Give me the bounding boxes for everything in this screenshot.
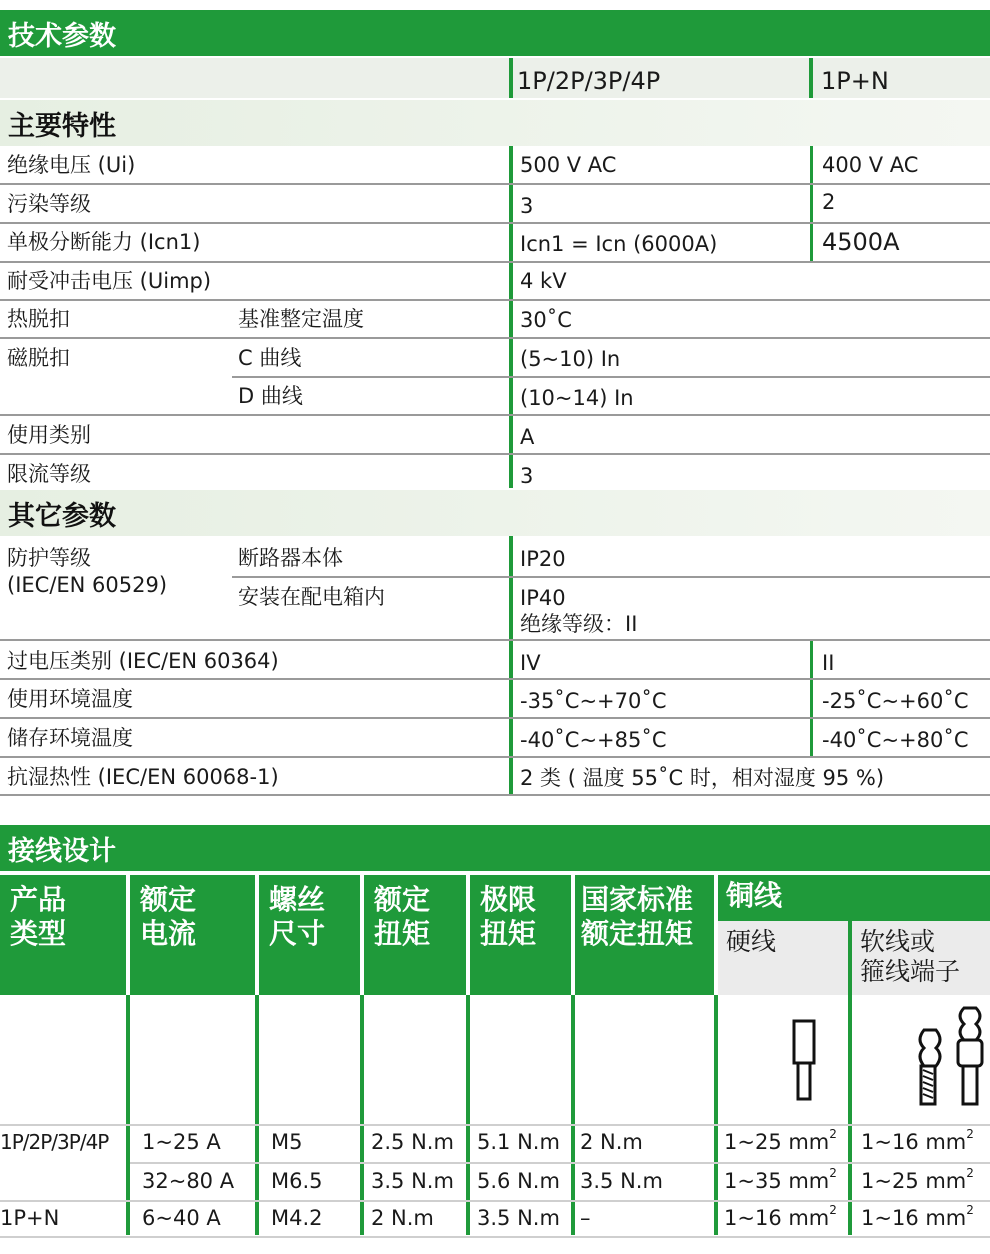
header-product-type: [0, 875, 126, 995]
wiring-col-divider: [360, 995, 364, 1235]
header-rated-current-line1: 额定: [140, 883, 197, 916]
row-value-ui-1: 500 V AC: [520, 153, 617, 177]
header-copper-wire-label: 铜线: [726, 879, 783, 912]
solid-wire-icon: [785, 1018, 825, 1104]
wiring-row2-national: 3.5 N.m: [580, 1169, 663, 1193]
row-label-env-temp: 使用环境温度: [7, 687, 133, 711]
wiring-row-divider: [0, 1124, 990, 1126]
row-label-usage: 使用类别: [7, 423, 91, 447]
row-value-in-box: IP40: [520, 586, 566, 610]
wiring-row3-screw: M4.2: [271, 1206, 323, 1230]
row-value-env-temp-1: -35˚C~+70˚C: [520, 689, 667, 713]
wiring-row-divider: [0, 1236, 990, 1238]
row-sublabel-d-curve: D 曲线: [238, 384, 303, 408]
row-value-limit: 3: [520, 464, 534, 488]
wiring-row1-type: 1P/2P/3P/4P: [0, 1130, 109, 1154]
row-divider: [0, 261, 990, 263]
row-label-overvoltage: 过电压类别 (IEC/EN 60364): [7, 649, 279, 673]
row-sublabel-thermal: 基准整定温度: [238, 307, 364, 331]
wiring-row2-solid: 1~35 $mm^2$: [724, 1166, 837, 1193]
row-value-thermal: 30˚C: [520, 308, 572, 332]
row-value-insulation-class: 绝缘等级：II: [520, 612, 638, 636]
header-national-torque-line2: 额定扭矩: [581, 917, 694, 950]
header-solid-wire: [718, 921, 848, 995]
row-divider: [0, 299, 990, 301]
row-sublabel-c-curve: C 曲线: [238, 346, 302, 370]
header-national-torque: [575, 875, 714, 995]
col-header-multi-pole: 1P/2P/3P/4P: [517, 67, 661, 95]
header-solid-wire-label: 硬线: [726, 927, 777, 956]
header-flexible-wire-line1: 软线或: [860, 927, 936, 956]
row-value-uimp: 4 kV: [520, 269, 567, 293]
header-screw-size: [259, 875, 360, 995]
wiring-row1-screw: M5: [271, 1130, 303, 1154]
row-label-limit: 限流等级: [7, 462, 91, 486]
row-divider: [0, 717, 990, 719]
header-rated-torque-line2: 扭矩: [374, 917, 431, 950]
row-label-pollution: 污染等级: [7, 192, 91, 216]
row-value-usage: A: [520, 425, 535, 449]
header-national-torque-line1: 国家标准: [581, 883, 694, 916]
row-label-humidity: 抗湿热性 (IEC/EN 60068-1): [7, 765, 279, 789]
header-copper-wire: [718, 875, 990, 921]
row-divider: [0, 678, 990, 680]
row-sublabel-breaker-body: 断路器本体: [238, 546, 343, 570]
row-value-c-curve: (5~10) In: [520, 347, 621, 371]
row-divider: [232, 376, 990, 378]
row-divider: [0, 414, 990, 416]
header-flexible-wire: [852, 921, 990, 995]
header-rated-torque: [364, 875, 466, 995]
wiring-row3-torque: 2 N.m: [371, 1206, 434, 1230]
tech-params-title: 技术参数: [0, 10, 990, 56]
row-value-ui-2: 400 V AC: [822, 153, 919, 177]
header-rated-torque-line1: 额定: [374, 883, 431, 916]
row-value-humidity: 2 类 ( 温度 55˚C 时，相对湿度 95 %): [520, 766, 885, 790]
wiring-row1-solid: 1~25 $mm^2$: [724, 1127, 837, 1154]
wiring-row2-screw: M6.5: [271, 1169, 323, 1193]
row-label-storage-temp: 储存环境温度: [7, 726, 133, 750]
row-divider: [0, 222, 990, 224]
wiring-title: 接线设计: [0, 825, 990, 871]
row-label-ui: 绝缘电压 (Ui): [7, 153, 136, 177]
row-divider: [0, 794, 990, 796]
wiring-row3-national: –: [580, 1206, 591, 1230]
row-value-breaker-body: IP20: [520, 547, 566, 571]
main-col-divider: [509, 146, 513, 488]
header-screw-size-line1: 螺丝: [269, 883, 326, 916]
wiring-row2-current: 32~80 A: [142, 1169, 235, 1193]
header-flexible-wire-line2: 箍线端子: [860, 957, 961, 986]
flexible-wire-ferrule-icon: [908, 1004, 990, 1108]
row-value-env-temp-2: -25˚C~+60˚C: [822, 689, 969, 713]
wiring-row3-type: 1P+N: [0, 1206, 60, 1230]
wiring-row2-flex: 1~25 $mm^2$: [861, 1166, 974, 1193]
row-label-protection-std: (IEC/EN 60529): [7, 573, 168, 597]
row-divider: [0, 756, 990, 758]
row-value-pollution-1: 3: [520, 194, 534, 218]
row-value-overvoltage-2: II: [822, 651, 835, 675]
col-header-1pn: 1P+N: [821, 67, 889, 95]
row-value-d-curve: (10~14) In: [520, 386, 634, 410]
wiring-row-divider: [0, 1200, 990, 1202]
header-product-type-line2: 类型: [10, 917, 67, 950]
wiring-row1-flex: 1~16 $mm^2$: [861, 1127, 974, 1154]
wiring-col-divider: [466, 995, 470, 1235]
wiring-row1-torque: 2.5 N.m: [371, 1130, 454, 1154]
wiring-row2-limit: 5.6 N.m: [477, 1169, 560, 1193]
wiring-col-divider: [571, 995, 575, 1235]
row-label-magnetic: 磁脱扣: [7, 346, 70, 370]
row-value-pollution-2: 2: [822, 190, 836, 214]
row-label-protection: 防护等级: [7, 546, 91, 570]
wiring-col-divider: [126, 995, 130, 1235]
header-limit-torque: [470, 875, 571, 995]
wiring-row2-torque: 3.5 N.m: [371, 1169, 454, 1193]
row-value-icn1-2: 4500A: [822, 228, 900, 256]
row-value-storage-temp-1: -40˚C~+85˚C: [520, 728, 667, 752]
row-label-thermal: 热脱扣: [7, 307, 70, 331]
row-divider: [0, 337, 990, 339]
wiring-row3-limit: 3.5 N.m: [477, 1206, 560, 1230]
wiring-col-divider: [848, 995, 852, 1235]
header-rated-current-line2: 电流: [140, 917, 197, 950]
main-col-divider-2: [810, 146, 813, 262]
col-divider-1: [509, 58, 513, 98]
header-limit-torque-line1: 极限: [480, 883, 537, 916]
wiring-row3-solid: 1~16 $mm^2$: [724, 1203, 837, 1230]
wiring-col-divider: [714, 995, 718, 1235]
header-product-type-line1: 产品: [10, 883, 67, 916]
row-divider: [0, 183, 990, 185]
row-divider: [0, 453, 990, 455]
row-label-icn1: 单极分断能力 (Icn1): [7, 230, 201, 254]
row-divider: [232, 576, 990, 578]
wiring-row1-national: 2 N.m: [580, 1130, 643, 1154]
header-rated-current: [130, 875, 255, 995]
wiring-row1-limit: 5.1 N.m: [477, 1130, 560, 1154]
row-divider: [0, 639, 990, 641]
other-col-divider-2: [810, 640, 813, 756]
section-main-characteristics: 主要特性: [0, 100, 990, 146]
col-divider-2: [809, 58, 813, 98]
wiring-row1-current: 1~25 A: [142, 1130, 221, 1154]
wiring-row3-flex: 1~16 $mm^2$: [861, 1203, 974, 1230]
header-screw-size-line2: 尺寸: [269, 917, 326, 950]
header-limit-torque-line2: 扭矩: [480, 917, 537, 950]
row-value-storage-temp-2: -40˚C~+80˚C: [822, 728, 969, 752]
row-value-overvoltage-1: IV: [520, 651, 541, 675]
row-sublabel-in-box: 安装在配电箱内: [238, 585, 385, 609]
wiring-row3-current: 6~40 A: [142, 1206, 221, 1230]
wiring-row-divider: [130, 1162, 990, 1164]
row-label-uimp: 耐受冲击电压 (Uimp): [7, 269, 212, 293]
row-value-icn1-1: Icn1 = Icn (6000A): [520, 232, 718, 256]
wiring-col-divider: [255, 995, 259, 1235]
section-other-params: 其它参数: [0, 490, 990, 536]
